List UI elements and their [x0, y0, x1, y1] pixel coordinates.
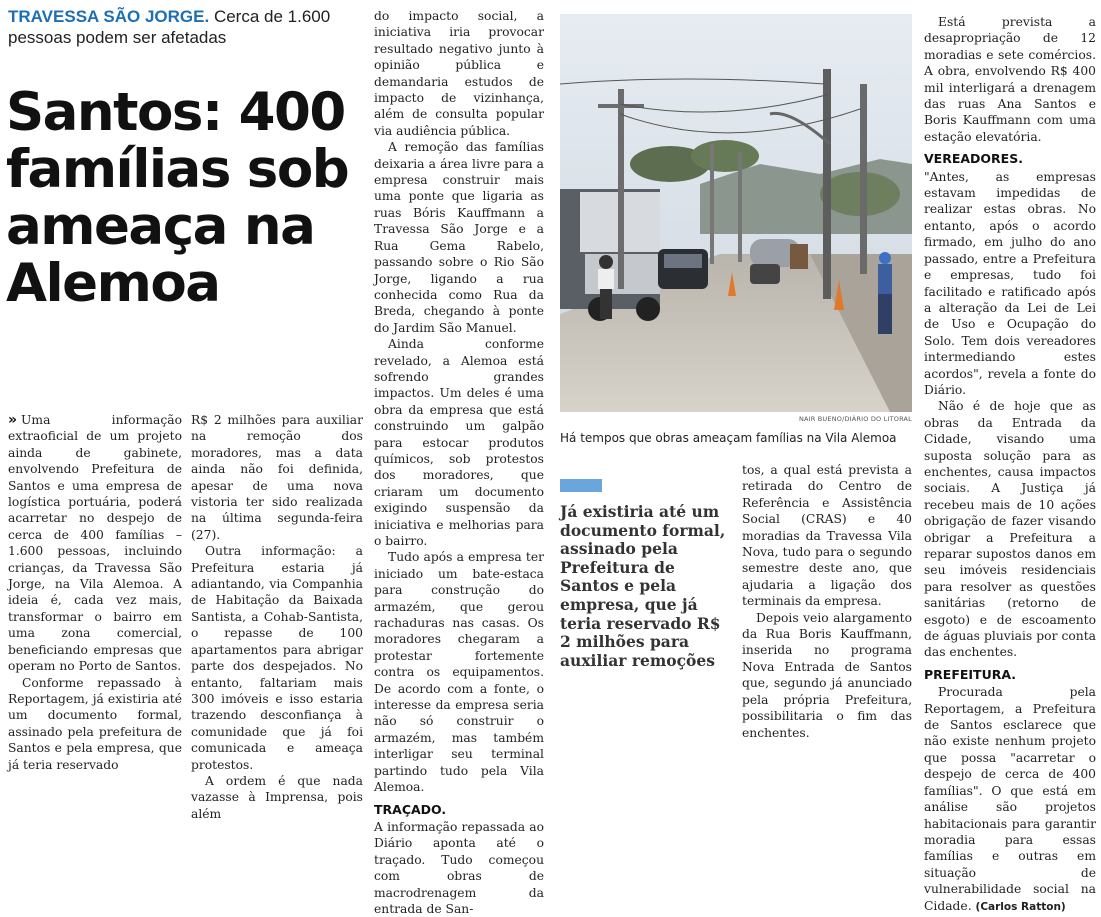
paragraph: Procurada pela Reportagem, a Prefeitura de Santos esclarece que não existe nenhum projeto que possa "acarretar o despejo de cerca de 400 famílias". O que está em análise são projetos habitacionais para garantir moradia para essas famílias e outras em situação de vulnerabilidade social na Cidade. (Carlos Ratton): [924, 685, 1096, 913]
paragraph: R$ 2 milhões para auxiliar na remoção dos moradores, mas a data ainda não foi definida, apesar de uma nova vistoria ter sido realizada na última segunda-feira (27).: [191, 413, 363, 542]
pull-quote-accent-bar: [560, 479, 602, 492]
text-column-6: [924, 14, 1096, 915]
lead-paragraph: » Uma informação extraoficial de um projeto ainda de gabinete, envolvendo Prefeitura de Santos e uma empresa de logística portuária, poderá acarretar no despejo de cerca de 400 famílias – 1.600 pessoas, incluindo crianças, da Travessa São Jorge, na Vila Alemoa. A ideia é, cada vez mais, transformar o bairro em uma zona comercial, beneficiando empresas que operam no Porto de Santos.: [8, 412, 182, 674]
photo-caption: Há tempos que obras ameaçam famílias na Vila Alemoa: [560, 431, 897, 445]
paragraph: A remoção das famílias deixaria a área livre para a empresa construir mais uma ponte que ligaria as ruas Bóris Kauffmann a Travessa São Jorge e a Rua Gema Rabelo, passando sobre o Rio São Jorge, ligando a rua conhecida como Rua da Breda, chegando à ponte do Jardim São Manuel.: [374, 140, 544, 335]
kicker-text: Cerca de 1.600 pessoas podem ser afetadas: [8, 7, 331, 47]
article-kicker: [8, 6, 363, 48]
paragraph: Ainda conforme revelado, a Alemoa está sofrendo grandes impactos. Um deles é uma obra da empresa que está construindo um galpão para estocar produtos químicos, sob protestos dos moradores, que criaram um documento exigindo suspensão da iniciativa e melhorias para o bairro.: [374, 337, 544, 548]
paragraph: tos, a qual está prevista a retirada do Centro de Referência e Assistência Social (CRAS) e 40 moradias da Travessa Vila Nova, tudo para o segundo semestre deste ano, que ajudaria a ligação dos terminais da empresa.: [742, 463, 912, 609]
text-column-2: [191, 412, 363, 822]
author-signature: (Carlos Ratton): [975, 900, 1066, 913]
subhead-vereadores: VEREADORES.: [924, 151, 1023, 167]
paragraph: Está prevista a desapropriação de 12 moradias e sete comércios. A obra, envolvendo R$ 400 mil interligará a drenagem das ruas Ana Santos e Boris Kauffmann com uma estação elevatória.: [924, 15, 1096, 144]
paragraph: Outra informação: a Prefeitura estaria já adiantando, via Companhia de Habitação da Baixada Santista, a Cohab-Santista, o repasse de 100 apartamentos para abrigar parte dos despejados. No entanto, faltariam mais 300 imóveis e isso estaria trazendo desconfiança à comunidade que já foi comunicada e ameaça protestos.: [191, 544, 363, 772]
paragraph: Tudo após a empresa ter iniciado um bate-estaca para construção do armazém, que gerou rachaduras nas casas. Os moradores chegaram a protestar fortemente contra os equipamentos. De acordo com a fonte, o interesse da empresa seria não só construir o armazém, mas também interligar seu terminal partindo tudo pela Vila Alemoa.: [374, 550, 544, 795]
subhead-prefeitura: PREFEITURA.: [924, 666, 1017, 682]
paragraph: Conforme repassado à Reportagem, já existiria até um documento formal, assinado pela prefeitura de Santos e pela empresa, que já teria reservado: [8, 675, 182, 772]
paragraph: Não é de hoje que as obras da Entrada da Cidade, visando uma suposta solução para as enchentes, causa impactos sociais. A Justiça já recebeu mais de 10 ações obrigação de fazer visando obrigar a Prefeitura a reparar supostos danos em seu imóveis residenciais para resolver as questões sanitárias (retorno de esgoto) e de escoamento de águas pluviais por conta das enchentes.: [924, 399, 1096, 660]
subhead-tracado: TRAÇADO.: [374, 801, 447, 817]
paragraph: "Antes, as empresas estavam impedidas de realizar estas obras. No entanto, após o acordo firmado, em julho do ano passado, entre a Prefeitura e empresas, tudo foi facilitado e ratificado após a alteração da Lei de Lei de Uso e Ocupação do Solo. Tem dois vereadores intermediando estes acordos", revela a fonte do Diário.: [924, 169, 1096, 397]
paragraph: A ordem é que nada vazasse à Imprensa, pois além: [191, 773, 363, 821]
street-construction-photo: [560, 14, 912, 412]
photo-credit: NAIR BUENO/DIÁRIO DO LITORAL: [798, 415, 912, 423]
article-headline: Santos: 400 famílias sob ameaça na Alemoa: [6, 82, 349, 314]
text-column-3: [374, 8, 544, 917]
paragraph: Depois veio alargamento da Rua Boris Kauffmann, inserida no programa Nova Entrada de Santos que, segundo já anunciado pela própria Prefeitura, possibilitaria o fim das enchentes.: [742, 610, 912, 740]
pull-quote: Já existiria até um documento formal, assinado pela Prefeitura de Santos e pela empresa, que já teria reservado R$ 2 milhões para auxiliar remoções: [560, 502, 726, 670]
paragraph: do impacto social, a iniciativa iria provocar resultado negativo junto à opinião pública e demandaria estudos de impacto de vizinhança, além de consulta popular via audiência pública.: [374, 9, 544, 138]
article-photo: [560, 14, 912, 412]
kicker-tag: TRAVESSA SÃO JORGE.: [8, 7, 210, 26]
text-column-1: [8, 412, 182, 773]
paragraph: A informação repassada ao Diário aponta até o traçado. Tudo começou com obras de macrodrenagem da entrada de San-: [374, 819, 544, 916]
text-column-5: [742, 462, 912, 741]
lead-chevron-icon: »: [8, 412, 18, 428]
